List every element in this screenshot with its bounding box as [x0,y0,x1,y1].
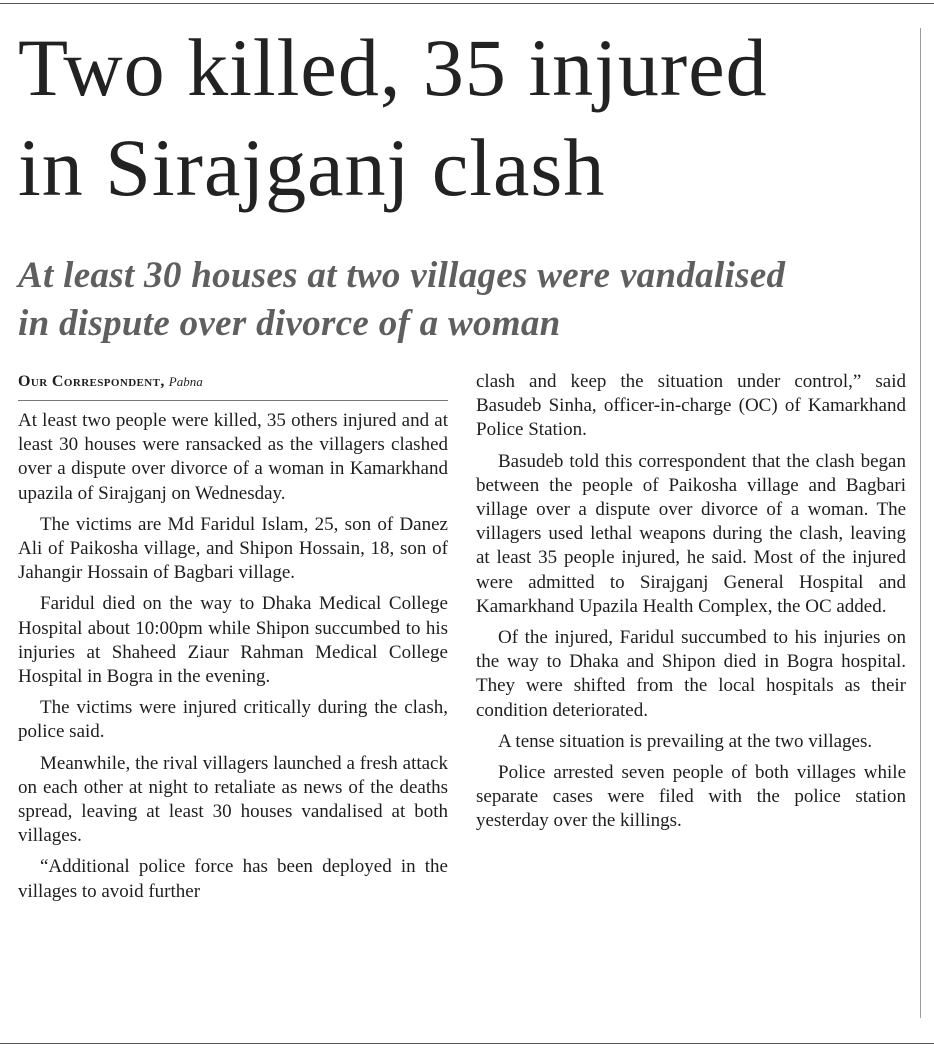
subheadline [18,252,918,348]
article-column-left [18,370,448,911]
body-paragraph: Police arrested seven people of both villages while separate cases were filed with the police station yesterday over the killings. [476,762,906,832]
body-paragraph: Meanwhile, the rival villagers launched a fresh attack on each other at night to retaliate as news of the deaths spread, leaving at least 30 houses vandalised at both villages. [18,752,448,847]
body-paragraph: Faridul died on the way to Dhaka Medical College Hospital about 10:00pm while Shipon succumbed to his injuries at Shaheed Ziaur Rahman Medical College Hospital in Bogra in the evening. [18,593,448,688]
byline-location: Pabna [168,374,203,389]
bottom-rule [0,1043,934,1044]
headline-line-1: Two killed, 35 injured [18,22,768,113]
body-paragraph: At least two people were killed, 35 others injured and at least 30 houses were ransacked as the villagers clashed over a dispute over divorce of a woman in Kamarkhand upazila of Sirajganj on Wednesday. [18,410,448,504]
body-paragraph: Of the injured, Faridul succumbed to his injuries on the way to Dhaka and Shipon died in Bogra hospital. They were shifted from the local hospitals as their condition deteriorated. [476,627,906,721]
headline [18,18,918,218]
body-paragraph: clash and keep the situation under control,” said Basudeb Sinha, officer-in-charge (OC) of Kamarkhand Police Station. [476,371,906,441]
body-paragraph: A tense situation is prevailing at the two villages. [498,730,873,752]
article-column-right [476,370,906,841]
headline-line-2: in Sirajganj clash [18,122,606,213]
subheadline-line-1: At least 30 houses at two villages were vandalised [18,255,786,296]
subheadline-line-2: in dispute over divorce of a woman [18,303,561,344]
body-paragraph: The victims are Md Faridul Islam, 25, son of Danez Ali of Paikosha village, and Shipon Hossain, 18, son of Jahangir Hossain of Bagbari village. [18,513,448,584]
body-paragraph: Basudeb told this correspondent that the clash began between the people of Paikosha village and Bagbari village over a dispute over divorce of a woman. The villagers used lethal weapons during the clash, leaving at least 35 people injured, he said. Most of the injured were admitted to Sirajganj General Hospital and Kamarkhand Upazila Health Complex, the OC added. [476,450,906,617]
body-paragraph: “Additional police force has been deployed in the villages to avoid further [18,856,448,902]
byline-name: Our Correspondent, [18,373,165,390]
byline [18,370,448,401]
top-rule [0,3,934,4]
body-paragraph: The victims were injured critically during the clash, police said. [18,697,448,743]
column-divider [920,28,921,1018]
